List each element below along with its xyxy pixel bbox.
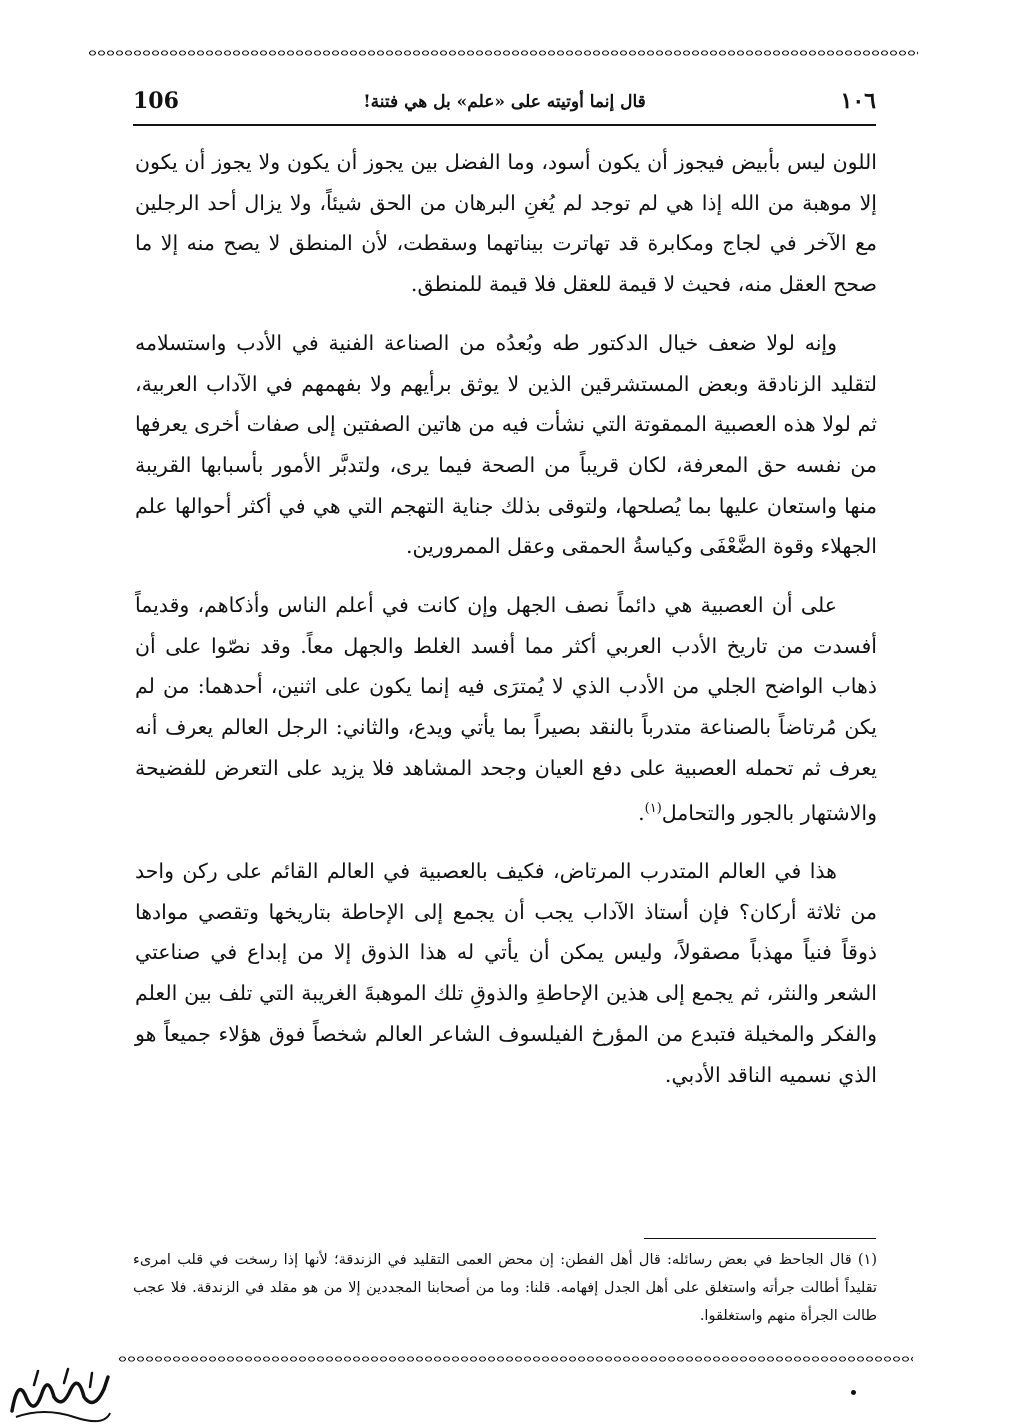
main-text bbox=[135, 142, 877, 1113]
paragraph-2: وإنه لولا ضعف خيال الدكتور طه وبُعدُه من الصناعة الفنية في الأدب واستسلامه لتقليد الزنادقة وبعض المستشرقين الذين لا يوثق برأيهم ولا بفهمهم في الآداب العربية، ثم لولا هذه العصبية الممقوتة التي نشأت فيه من هاتين الصفتين إلى صفات أخرى يعرفها من نفسه حق المعرفة، لكان قريباً من الصحة فيما يرى، ولتدبَّر الأمور بأسبابها القريبة منها واستعان عليها بما يُصلحها، ولتوقى بذلك جناية التهجم التي هي في أكثر أحوالها علم الجهلاء وقوة الضَّعْفَى وكياسةُ الحمقى وعقل الممرورين. bbox=[135, 330, 877, 559]
bottom-border-ornament bbox=[118, 1354, 913, 1364]
footnote-separator bbox=[644, 1238, 876, 1239]
paragraph-1: اللون ليس بأبيض فيجوز أن يكون أسود، وما الفضل بين يجوز أن يكون ولا يجوز أن يكون إلا موهبة من الله إذا هي لم توجد لم يُغنِ البرهان من الحق شيئاً، ولا يزال أحد الرجلين مع الآخر في لجاج ومكابرة قد تهاترت بيناتهما وسقطت، لأن المنطق لا يصح منه إلا ما صحح العقل منه، فحيث لا قيمة للعقل فلا قيمة للمنطق. bbox=[135, 150, 877, 297]
top-border-ornament bbox=[88, 48, 918, 58]
page-dot-mark bbox=[851, 1390, 856, 1395]
paragraph-3 bbox=[135, 585, 877, 833]
page-header bbox=[133, 86, 876, 126]
page-number-latin: 106 bbox=[133, 88, 179, 114]
page-number-arabic: ١٠٦ bbox=[840, 88, 876, 114]
footnote-reference: (١) bbox=[644, 800, 662, 816]
paragraph-3-text: على أن العصبية هي دائماً نصف الجهل وإن كانت في أعلم الناس وأذكاهم، وقديماً أفسدت من تاريخ الأدب العربي أكثر مما أفسد الغلط والجهل معاً. وقد نصّوا على أن ذهاب الواضح الجلي من الأدب الذي لا يُمترَى فيه إنما يكون على اثنين، أحدهما: من لم يكن مُرتاضاً بالصناعة متدرباً بالنقد بصيراً بما يأتي ويدع، والثاني: الرجل العالم يعرف أنه يعرف ثم تحمله العصبية على دفع العيان وجحد المشاهد فلا يزيد على التعرض للفضيحة والاشتهار بالجور والتحامل bbox=[135, 593, 877, 825]
paragraph-4: هذا في العالم المتدرب المرتاض، فكيف بالعصبية في العالم القائم على ركن واحد من ثلاثة أركان؟ فإن أستاذ الآداب يجب أن يجمع إلى الإحاطة بتاريخها وتقصي موادها ذوقاً فنياً مهذباً مصقولاً، وليس يمكن أن يأتي له هذا الذوق إلا من إبداع في صناعتي الشعر والنثر، ثم يجمع إلى هذين الإحاطةِ والذوقِ تلك الموهبةَ الغريبة التي تلف بين العلم والفكر والمخيلة فتبدع من المؤرخ الفيلسوف الشاعر العالم شخصاً فوق هؤلاء جميعاً هو الذي نسميه الناقد الأدبي. bbox=[135, 859, 877, 1087]
running-title: قال إنما أوتيته على «علم» بل هي فتنة! bbox=[363, 92, 646, 112]
footnote-text: (١) قال الجاحظ في بعض رسائله: قال أهل الفطن: إن محض العمى التقليد في الزندقة؛ لأنها إذا رسخت في قلب امرىء تقليداً أطالت جرأته واستغلق على أهل الجدل إفهامه. قلنا: وما من أصحابنا المجددين إلا من هو مقلد في الزندقة. فلا عجب طالت الجرأة منهم واستغلقوا. bbox=[133, 1252, 877, 1324]
paragraph-3-end: . bbox=[638, 800, 645, 825]
calligraphy-stamp-logo bbox=[4, 1367, 116, 1423]
